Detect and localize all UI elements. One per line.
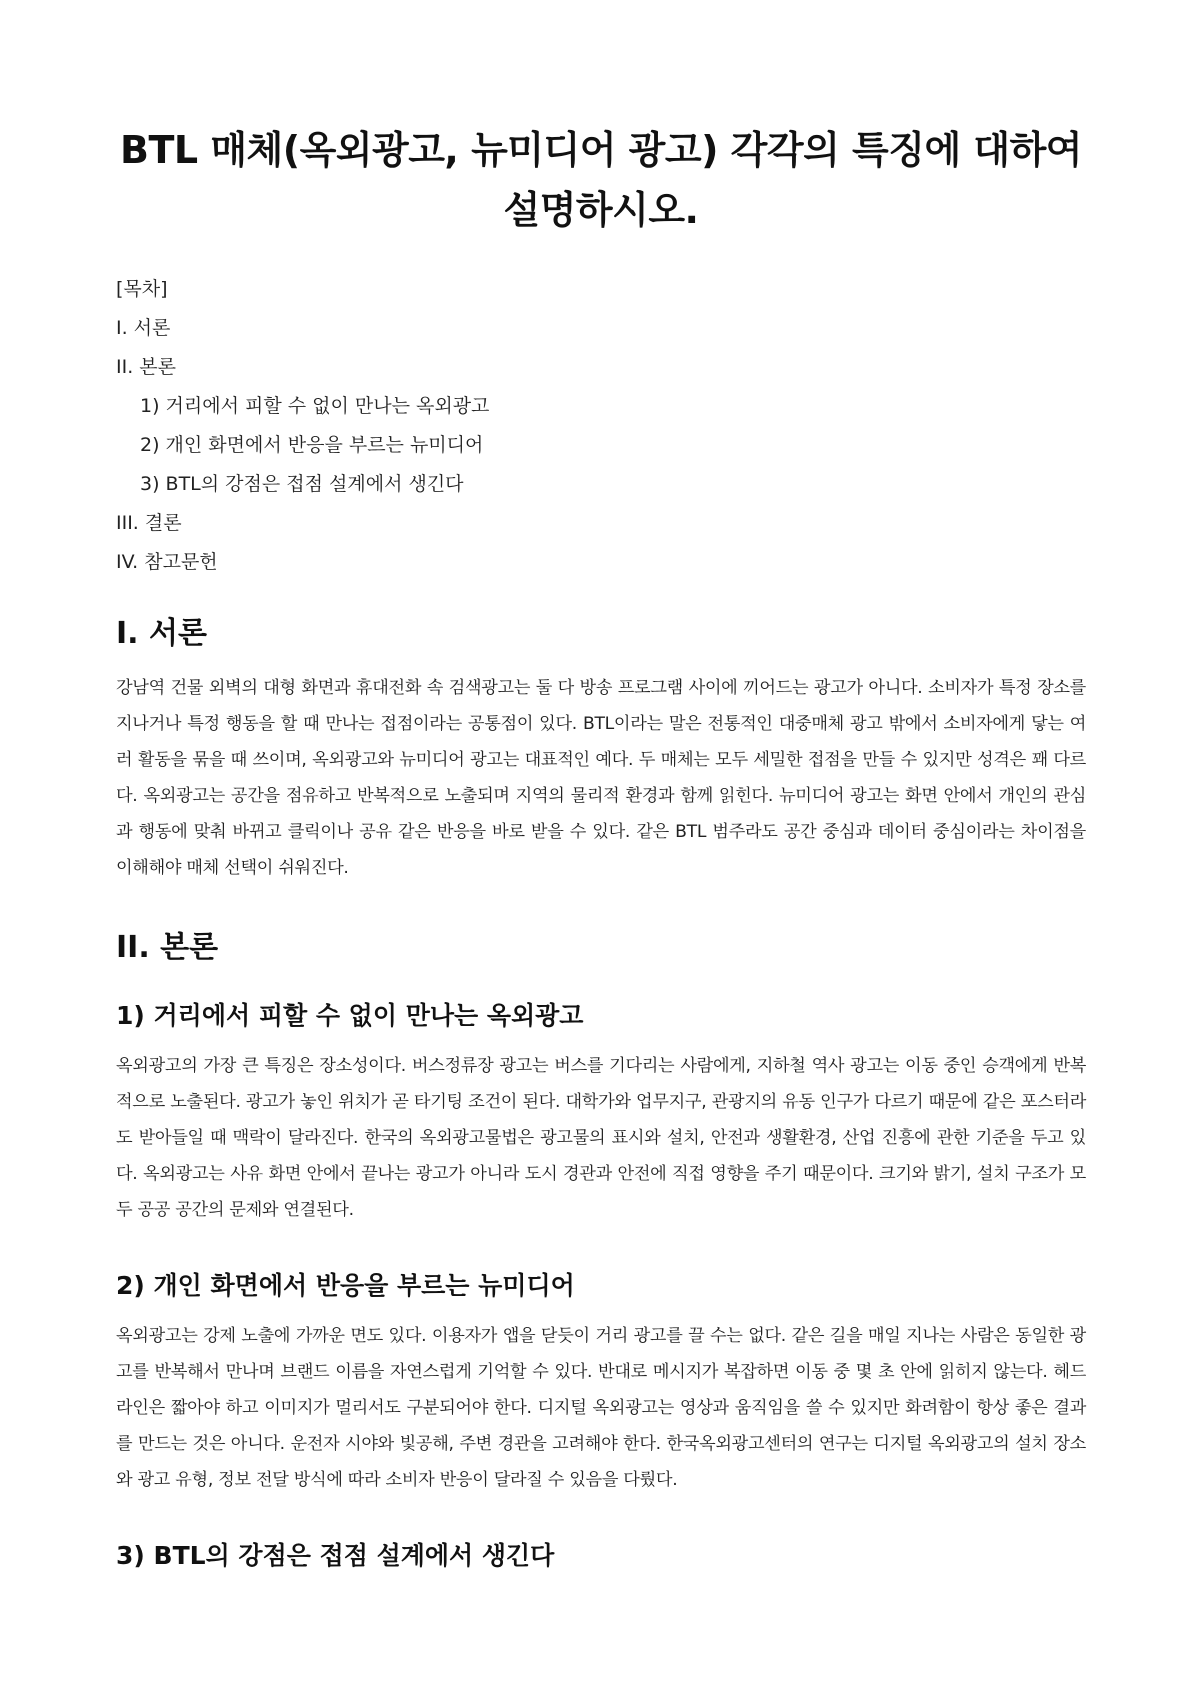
- toc-item-body: II. 본론: [116, 356, 176, 378]
- toc-item-body-2: 2) 개인 화면에서 반응을 부르는 뉴미디어: [140, 434, 484, 456]
- document-title: BTL 매체(옥외광고, 뉴미디어 광고) 각각의 특징에 대하여 설명하시오.: [119, 128, 1082, 232]
- body-sub1-paragraph: 옥외광고의 가장 큰 특징은 장소성이다. 버스정류장 광고는 버스를 기다리는 사람에게, 지하철 역사 광고는 이동 중인 승객에게 반복적으로 노출된다. 광고가 놓인 위치가 곧 타기팅 조건이 된다. 대학가와 업무지구, 관광지의 유동 인구가 다르기 때문에 같은 포스터라도 받아들일 때 맥락이 달라진다. 한국의 옥외광고물법은 광고물의 표시와 설치, 안전과 생활환경, 산업 진흥에 관한 기준을 두고 있다. 옥외광고는 사유 화면 안에서 끝나는 광고가 아니라 도시 경관과 안전에 직접 영향을 주기 때문이다. 크기와 밝기, 설치 구조가 모두 공공 공간의 문제와 연결된다.: [116, 1056, 1086, 1220]
- toc-item-intro: I. 서론: [116, 317, 171, 339]
- toc-item-references: IV. 참고문헌: [116, 551, 218, 573]
- toc-item-body-3: 3) BTL의 강점은 접점 설계에서 생긴다: [140, 473, 464, 495]
- body-sub2-paragraph: 옥외광고는 강제 노출에 가까운 면도 있다. 이용자가 앱을 닫듯이 거리 광고를 끌 수는 없다. 같은 길을 매일 지나는 사람은 동일한 광고를 반복해서 만나며 브랜드 이름을 자연스럽게 기억할 수 있다. 반대로 메시지가 복잡하면 이동 중 몇 초 안에 읽히지 않는다. 헤드라인은 짧아야 하고 이미지가 멀리서도 구분되어야 한다. 디지털 옥외광고는 영상과 움직임을 쓸 수 있지만 화려함이 항상 좋은 결과를 만드는 것은 아니다. 운전자 시야와 빛공해, 주변 경관을 고려해야 한다. 한국옥외광고센터의 연구는 디지털 옥외광고의 설치 장소와 광고 유형, 정보 전달 방식에 따라 소비자 반응이 달라질 수 있음을 다뤘다.: [116, 1326, 1086, 1490]
- intro-paragraph: 강남역 건물 외벽의 대형 화면과 휴대전화 속 검색광고는 둘 다 방송 프로그램 사이에 끼어드는 광고가 아니다. 소비자가 특정 장소를 지나거나 특정 행동을 할 때 만나는 접점이라는 공통점이 있다. BTL이라는 말은 전통적인 대중매체 광고 밖에서 소비자에게 닿는 여러 활동을 묶을 때 쓰이며, 옥외광고와 뉴미디어 광고는 대표적인 예다. 두 매체는 모두 세밀한 접점을 만들 수 있지만 성격은 꽤 다르다. 옥외광고는 공간을 점유하고 반복적으로 노출되며 지역의 물리적 환경과 함께 읽힌다. 뉴미디어 광고는 화면 안에서 개인의 관심과 행동에 맞춰 바뀌고 클릭이나 공유 같은 반응을 바로 받을 수 있다. 같은 BTL 범주라도 공간 중심과 데이터 중심이라는 차이점을 이해해야 매체 선택이 쉬워진다.: [116, 678, 1086, 878]
- body-sub1-heading: 1) 거리에서 피할 수 없이 만나는 옥외광고: [116, 1001, 584, 1030]
- toc-item-body-1: 1) 거리에서 피할 수 없이 만나는 옥외광고: [140, 395, 490, 417]
- table-of-contents: [116, 270, 1086, 582]
- body-sub2-heading: 2) 개인 화면에서 반응을 부르는 뉴미디어: [116, 1271, 575, 1300]
- body-heading: II. 본론: [116, 930, 219, 965]
- toc-item-conclusion: III. 결론: [116, 512, 182, 534]
- toc-heading: [목차]: [116, 278, 168, 300]
- body-sub3-heading: 3) BTL의 강점은 접점 설계에서 생긴다: [116, 1541, 555, 1570]
- intro-heading: I. 서론: [116, 616, 207, 651]
